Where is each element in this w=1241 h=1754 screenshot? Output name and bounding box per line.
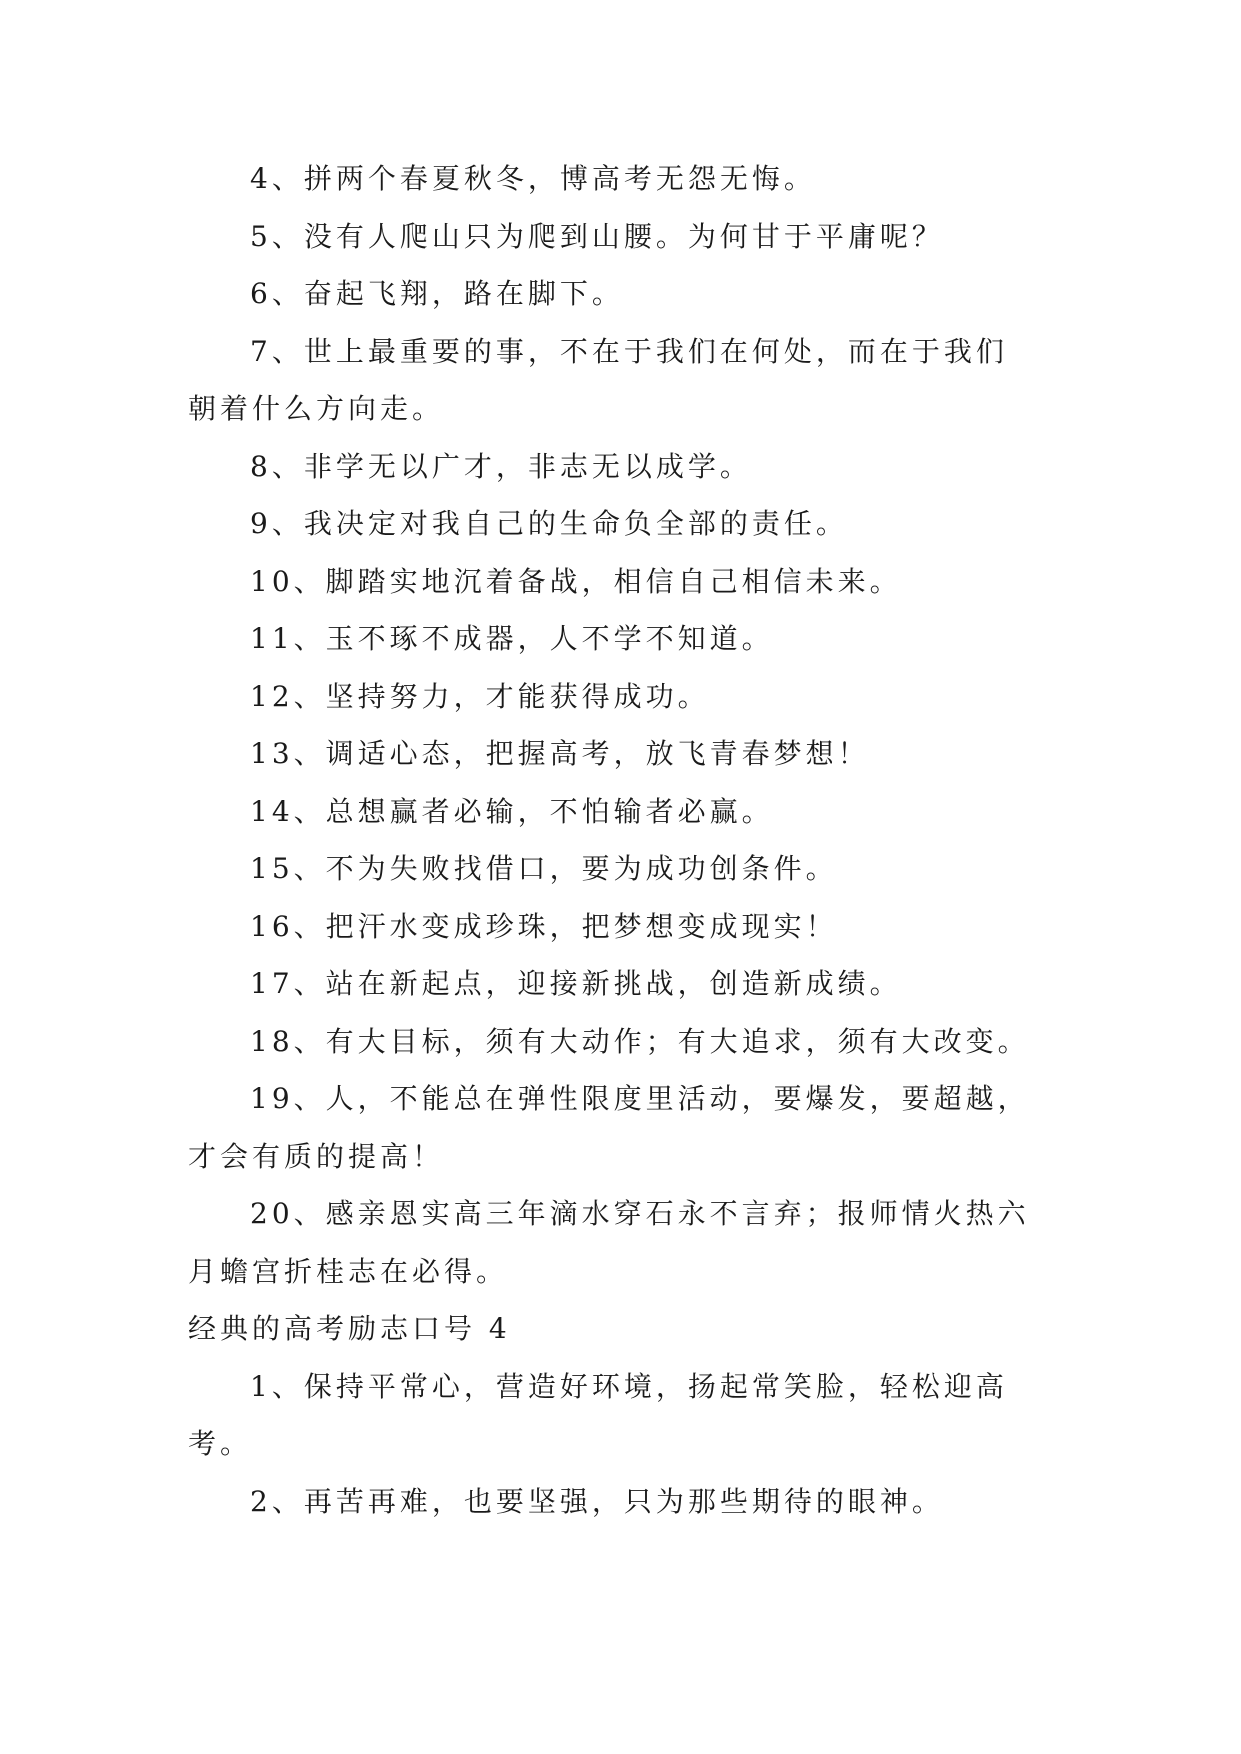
text-line: 5、没有人爬山只为爬到山腰。为何甘于平庸呢？	[250, 219, 944, 253]
text-line: 朝着什么方向走。	[188, 392, 445, 425]
text-line: 1、保持平常心，营造好环境，扬起常笑脸，轻松迎高	[250, 1369, 1008, 1403]
text-line: 16、把汗水变成珍珠，把梦想变成现实！	[250, 909, 838, 943]
text-line: 20、感亲恩实高三年滴水穿石永不言弃；报师情火热六	[250, 1197, 1030, 1230]
text-line: 11、玉不琢不成器，人不学不知道。	[250, 622, 774, 655]
text-line: 考。	[188, 1427, 253, 1460]
text-line: 15、不为失败找借口，要为成功创条件。	[250, 852, 838, 885]
text-line: 4、拼两个春夏秋冬，博高考无怨无悔。	[250, 162, 816, 195]
document-page	[188, 150, 1068, 1530]
text-line: 6、奋起飞翔，路在脚下。	[250, 277, 624, 310]
text-line: 7、世上最重要的事，不在于我们在何处，而在于我们	[250, 334, 1008, 368]
text-line: 8、非学无以广才，非志无以成学。	[250, 449, 752, 483]
text-line: 9、我决定对我自己的生命负全部的责任。	[250, 507, 848, 540]
text-line: 12、坚持努力，才能获得成功。	[250, 679, 710, 713]
text-line: 月蟾宫折桂志在必得。	[188, 1254, 509, 1288]
text-line: 10、脚踏实地沉着备战，相信自己相信未来。	[250, 564, 902, 598]
text-line: 13、调适心态，把握高考，放飞青春梦想！	[250, 737, 870, 770]
text-line: 18、有大目标，须有大动作；有大追求，须有大改变。	[250, 1024, 1030, 1058]
section-heading: 经典的高考励志口号 4	[188, 1312, 511, 1345]
text-line: 14、总想赢者必输，不怕输者必赢。	[250, 794, 774, 828]
text-line: 17、站在新起点，迎接新挑战，创造新成绩。	[250, 967, 902, 1000]
text-line: 19、人，不能总在弹性限度里活动，要爆发，要超越，	[250, 1082, 1030, 1115]
text-line: 才会有质的提高！	[188, 1139, 445, 1173]
text-line: 2、再苦再难，也要坚强，只为那些期待的眼神。	[250, 1484, 944, 1518]
